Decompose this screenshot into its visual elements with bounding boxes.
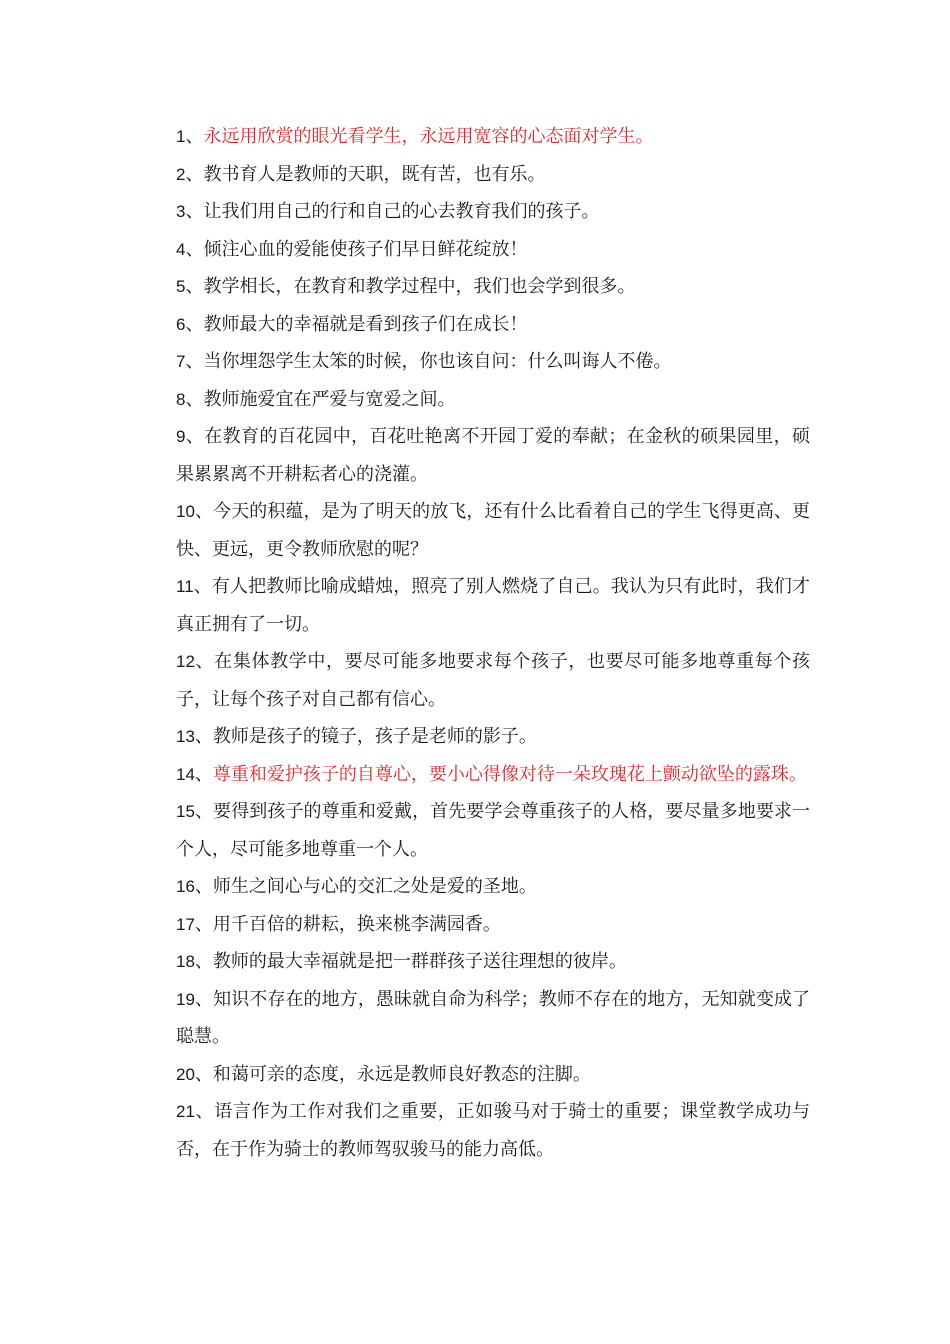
quote-number: 9 bbox=[176, 427, 186, 446]
quote-separator: 、 bbox=[194, 501, 214, 522]
quote-item-7 bbox=[176, 343, 810, 381]
quote-item-13 bbox=[176, 718, 810, 756]
quote-text: 在教育的百花园中，百花吐艳离不开园丁爱的奉献；在金秋的硕果园里，硕果累累离不开耕耘者心的浇灌。 bbox=[176, 426, 811, 485]
quote-separator: 、 bbox=[185, 201, 204, 222]
quote-item-9 bbox=[176, 418, 810, 493]
quote-number: 20 bbox=[176, 1064, 195, 1084]
quote-text: 知识不存在的地方，愚昧就自命为科学；教师不存在的地方，无知就变成了聪慧。 bbox=[176, 988, 811, 1047]
quote-number: 13 bbox=[176, 727, 195, 746]
quote-separator: 、 bbox=[185, 276, 204, 297]
quote-separator: 、 bbox=[185, 163, 204, 185]
quote-text: 教师最大的幸福就是看到孩子们在成长！ bbox=[203, 313, 528, 335]
quote-text: 倾注心血的爱能使孩子们早日鲜花绽放！ bbox=[203, 238, 528, 260]
quote-item-17 bbox=[176, 906, 810, 944]
quote-separator: 、 bbox=[194, 763, 213, 785]
quote-separator: 、 bbox=[194, 726, 213, 747]
quote-item-11 bbox=[176, 568, 810, 643]
quote-number: 11 bbox=[176, 577, 194, 596]
quote-text: 用千百倍的耕耘，换来桃李满园香。 bbox=[212, 913, 501, 935]
quote-text: 和蔼可亲的态度，永远是教师良好教态的注脚。 bbox=[212, 1063, 591, 1085]
quote-item-18 bbox=[176, 943, 810, 981]
quote-text: 尊重和爱护孩子的自尊心，要小心得像对待一朵玫瑰花上颤动欲坠的露珠。 bbox=[212, 763, 807, 785]
quote-text: 今天的积蕴，是为了明天的放飞，还有什么比看着自己的学生飞得更高、更快、更远，更令教师欣慰的呢？ bbox=[176, 501, 811, 560]
quote-separator: 、 bbox=[185, 426, 205, 447]
quote-item-19 bbox=[176, 981, 810, 1056]
quote-text: 有人把教师比喻成蜡烛，照亮了别人燃烧了自己。我认为只有此时，我们才真正拥有了一切。 bbox=[176, 576, 811, 635]
quote-separator: 、 bbox=[194, 913, 213, 935]
quote-text: 师生之间心与心的交汇之处是爱的圣地。 bbox=[212, 876, 537, 897]
quote-item-20 bbox=[176, 1056, 810, 1094]
quote-number: 21 bbox=[176, 1102, 195, 1121]
quote-separator: 、 bbox=[194, 988, 214, 1010]
quote-number: 1 bbox=[176, 127, 186, 146]
quote-separator: 、 bbox=[194, 651, 215, 672]
quote-item-14 bbox=[176, 756, 810, 794]
quote-text: 当你埋怨学生太笨的时候，你也该自问：什么叫诲人不倦。 bbox=[203, 351, 672, 372]
quote-separator: 、 bbox=[194, 876, 213, 897]
quote-separator: 、 bbox=[193, 576, 212, 597]
quote-item-15 bbox=[176, 793, 810, 868]
quote-item-4 bbox=[176, 231, 810, 269]
quote-text: 教学相长，在教育和教学过程中，我们也会学到很多。 bbox=[203, 276, 636, 297]
quote-number: 7 bbox=[176, 352, 186, 371]
quote-item-16 bbox=[176, 868, 810, 906]
quote-text: 教书育人是教师的天职，既有苦，也有乐。 bbox=[203, 163, 546, 185]
quote-item-8 bbox=[176, 381, 810, 419]
quote-separator: 、 bbox=[194, 1063, 213, 1085]
quote-text: 语言作为工作对我们之重要，正如骏马对于骑士的重要；课堂教学成功与否，在于作为骑士的教师驾驭骏马的能力高低。 bbox=[176, 1101, 811, 1160]
quote-item-12 bbox=[176, 643, 810, 718]
quote-number: 3 bbox=[176, 202, 186, 221]
quote-number: 10 bbox=[176, 502, 195, 521]
quote-text: 永远用欣赏的眼光看学生，永远用宽容的心态面对学生。 bbox=[203, 126, 654, 147]
quote-separator: 、 bbox=[185, 351, 204, 372]
quote-number: 2 bbox=[176, 164, 186, 184]
quote-item-5 bbox=[176, 268, 810, 306]
quote-item-10 bbox=[176, 493, 810, 568]
quote-number: 16 bbox=[176, 877, 195, 896]
quote-number: 4 bbox=[176, 239, 186, 259]
quote-separator: 、 bbox=[194, 1101, 215, 1122]
quote-number: 8 bbox=[176, 389, 186, 409]
quote-separator: 、 bbox=[185, 388, 204, 410]
quote-item-2 bbox=[176, 156, 810, 194]
quote-separator: 、 bbox=[194, 951, 213, 972]
quote-text: 在集体教学中，要尽可能多地要求每个孩子，也要尽可能多地尊重每个孩子，让每个孩子对自己都有信心。 bbox=[176, 651, 811, 710]
quote-separator: 、 bbox=[185, 238, 204, 260]
quote-text: 教师是孩子的镜子，孩子是老师的影子。 bbox=[212, 726, 537, 747]
quote-item-6 bbox=[176, 306, 810, 344]
quote-text: 要得到孩子的尊重和爱戴，首先要学会尊重孩子的人格，要尽量多地要求一个人，尽可能多地尊重一个人。 bbox=[176, 801, 811, 860]
quote-number: 18 bbox=[176, 952, 195, 971]
quote-item-3 bbox=[176, 193, 810, 231]
quote-text: 让我们用自己的行和自己的心去教育我们的孩子。 bbox=[203, 201, 600, 222]
quote-list bbox=[176, 118, 810, 1168]
quote-number: 14 bbox=[176, 764, 195, 784]
quote-number: 19 bbox=[176, 989, 195, 1009]
quote-item-1 bbox=[176, 118, 810, 156]
quote-separator: 、 bbox=[185, 313, 204, 335]
quote-number: 6 bbox=[176, 314, 186, 334]
quote-number: 12 bbox=[176, 652, 195, 671]
quote-separator: 、 bbox=[194, 801, 214, 822]
quote-separator: 、 bbox=[185, 126, 204, 147]
quote-number: 5 bbox=[176, 277, 186, 296]
quote-number: 15 bbox=[176, 802, 195, 821]
quote-text: 教师施爱宜在严爱与宽爱之间。 bbox=[203, 388, 456, 410]
document-page bbox=[176, 118, 810, 1168]
quote-text: 教师的最大幸福就是把一群群孩子送往理想的彼岸。 bbox=[212, 951, 627, 972]
quote-number: 17 bbox=[176, 914, 195, 934]
quote-item-21 bbox=[176, 1093, 810, 1168]
